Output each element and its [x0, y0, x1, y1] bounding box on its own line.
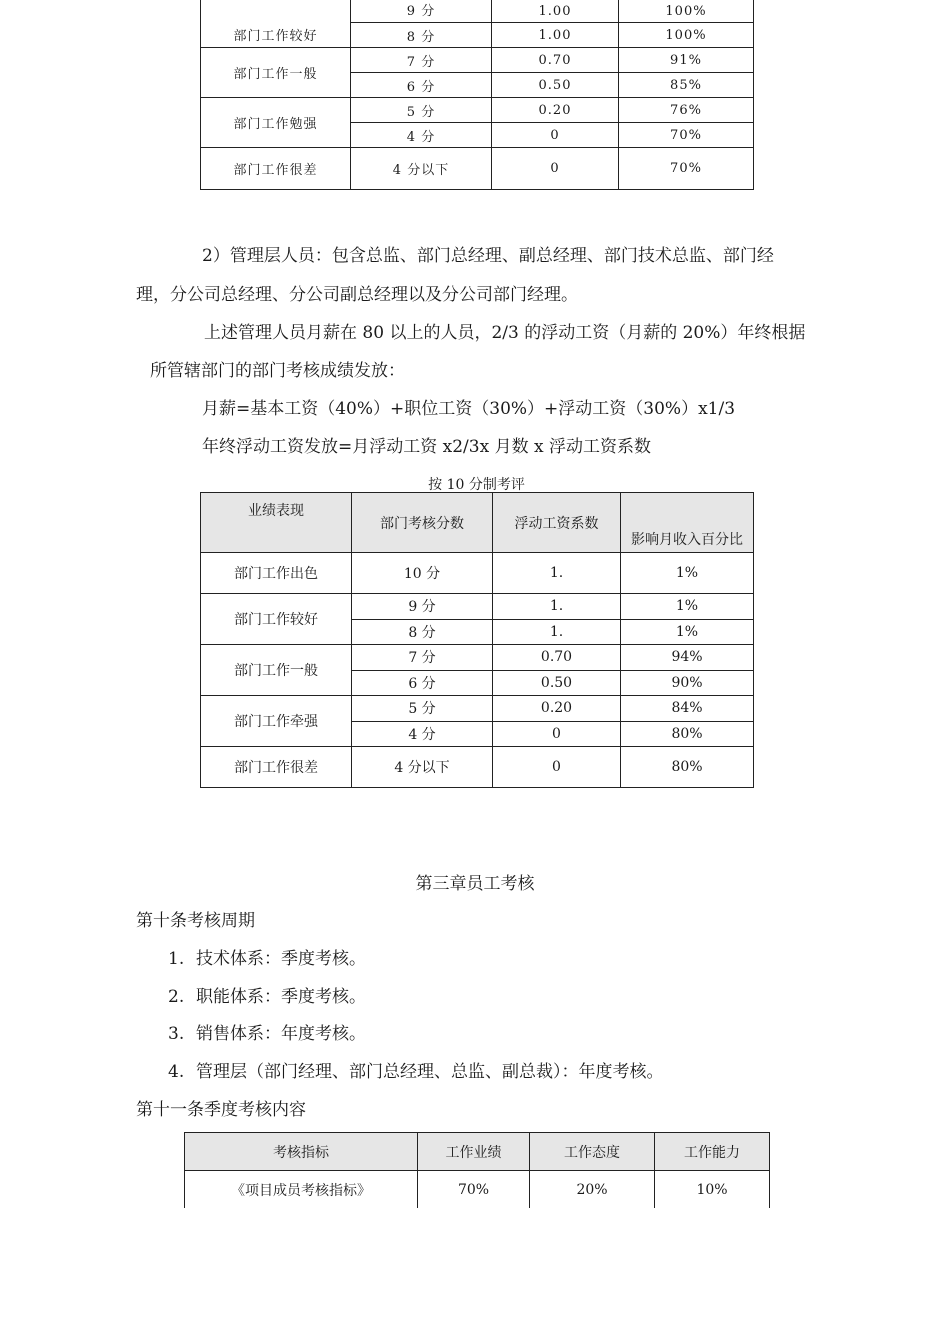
column-header: 工作态度: [530, 1133, 655, 1171]
score-table-top: [200, 0, 754, 190]
score-cell: 6 分: [351, 73, 492, 98]
score-cell: 5 分: [351, 98, 492, 123]
percent-cell: 85%: [619, 73, 754, 98]
score-cell: 7 分: [351, 48, 492, 73]
column-header: 影响月收入百分比: [621, 493, 754, 553]
article-heading: 第十条考核周期: [136, 911, 255, 931]
coef-cell: 1.: [493, 594, 621, 620]
percent-cell: 70%: [619, 148, 754, 190]
list-item: [168, 982, 366, 1007]
score-cell: 4 分: [352, 721, 493, 747]
salary-formula: 月薪=基本工资（40%）+职位工资（30%）+浮动工资（30%）x1/3: [202, 399, 736, 419]
table-row-label: 部门工作勉强: [201, 98, 351, 148]
performance-cell: 70%: [418, 1171, 530, 1209]
coef-cell: 0: [492, 148, 619, 190]
coef-cell: 0.50: [492, 73, 619, 98]
percent-cell: 100%: [619, 0, 754, 23]
percent-cell: 100%: [619, 23, 754, 48]
list-item-number: 4.: [168, 1062, 185, 1082]
percent-cell: 94%: [621, 645, 754, 671]
quarterly-assessment-table: [184, 1132, 770, 1208]
article-heading: 第十一条季度考核内容: [136, 1100, 306, 1120]
indicator-cell: 《项目成员考核指标》: [185, 1171, 418, 1209]
list-item-number: 2.: [168, 987, 185, 1007]
table-row-label: 部门工作较好: [201, 0, 351, 48]
score-cell: 4 分: [351, 123, 492, 148]
coef-cell: 0.70: [492, 48, 619, 73]
list-item-number: 3.: [168, 1024, 185, 1044]
salary-paragraph-line2: 所管辖部门的部门考核成绩发放：: [150, 361, 405, 381]
list-item-text: 职能体系：季度考核。: [196, 987, 366, 1007]
score-cell: 9 分: [352, 594, 493, 620]
score-cell: 6 分: [352, 670, 493, 696]
table-row-label: 部门工作很差: [201, 747, 352, 788]
column-header: 工作能力: [655, 1133, 770, 1171]
column-header: 浮动工资系数: [493, 493, 621, 553]
list-item: [168, 1019, 366, 1044]
chapter-title: 第三章员工考核: [415, 874, 535, 894]
bonus-formula: 年终浮动工资发放=月浮动工资 x2/3x 月数 x 浮动工资系数: [202, 437, 651, 457]
percent-cell: 84%: [621, 696, 754, 722]
percent-cell: 80%: [621, 747, 754, 788]
score-cell: 7 分: [352, 645, 493, 671]
table-row-label: 部门工作较好: [201, 594, 352, 645]
percent-cell: 80%: [621, 721, 754, 747]
management-paragraph-line1: 2）管理层人员：包含总监、部门总经理、副总经理、部门技术总监、部门经: [202, 246, 774, 266]
score-cell: 5 分: [352, 696, 493, 722]
ability-cell: 10%: [655, 1171, 770, 1209]
percent-cell: 1%: [621, 619, 754, 645]
column-header: 考核指标: [185, 1133, 418, 1171]
percent-cell: 90%: [621, 670, 754, 696]
list-item-number: 1.: [168, 949, 185, 969]
score-cell: 4 分以下: [351, 148, 492, 190]
column-header: 部门考核分数: [352, 493, 493, 553]
percent-cell: 70%: [619, 123, 754, 148]
score-cell: 9 分: [351, 0, 492, 23]
coef-cell: 0: [492, 123, 619, 148]
score-cell: 4 分以下: [352, 747, 493, 788]
list-item-text: 技术体系：季度考核。: [196, 949, 366, 969]
coef-cell: 0: [493, 747, 621, 788]
score-cell: 8 分: [351, 23, 492, 48]
percent-cell: 1%: [621, 553, 754, 594]
attitude-cell: 20%: [530, 1171, 655, 1209]
coef-cell: 1.00: [492, 0, 619, 23]
coef-cell: 0: [493, 721, 621, 747]
percent-cell: 76%: [619, 98, 754, 123]
coef-cell: 0.20: [493, 696, 621, 722]
table-row-label: 部门工作很差: [201, 148, 351, 190]
table-row-label: 部门工作一般: [201, 48, 351, 98]
score-cell: 8 分: [352, 619, 493, 645]
salary-paragraph-line1: 上述管理人员月薪在 80 以上的人员，2/3 的浮动工资（月薪的 20%）年终根据: [204, 323, 806, 343]
percent-cell: 91%: [619, 48, 754, 73]
coef-cell: 0.70: [493, 645, 621, 671]
coef-cell: 1.: [493, 619, 621, 645]
list-item-text: 管理层（部门经理、部门总经理、总监、副总裁）：年度考核。: [196, 1062, 664, 1082]
percent-cell: 1%: [621, 594, 754, 620]
score-table: [200, 492, 754, 788]
table-row-label: 部门工作牵强: [201, 696, 352, 747]
score-cell: 10 分: [352, 553, 493, 594]
list-item: [168, 944, 366, 969]
coef-cell: 0.50: [493, 670, 621, 696]
table-caption: 按 10 分制考评: [428, 477, 525, 493]
table-row-label: 部门工作出色: [201, 553, 352, 594]
table-row: [185, 1171, 770, 1209]
management-paragraph-line2: 理，分公司总经理、分公司副总经理以及分公司部门经理。: [136, 285, 578, 305]
coef-cell: 0.20: [492, 98, 619, 123]
table-row-label: 部门工作一般: [201, 645, 352, 696]
coef-cell: 1.: [493, 553, 621, 594]
column-header: 业绩表现: [201, 493, 352, 553]
column-header: 工作业绩: [418, 1133, 530, 1171]
coef-cell: 1.00: [492, 23, 619, 48]
list-item: [168, 1057, 664, 1082]
list-item-text: 销售体系：年度考核。: [196, 1024, 366, 1044]
